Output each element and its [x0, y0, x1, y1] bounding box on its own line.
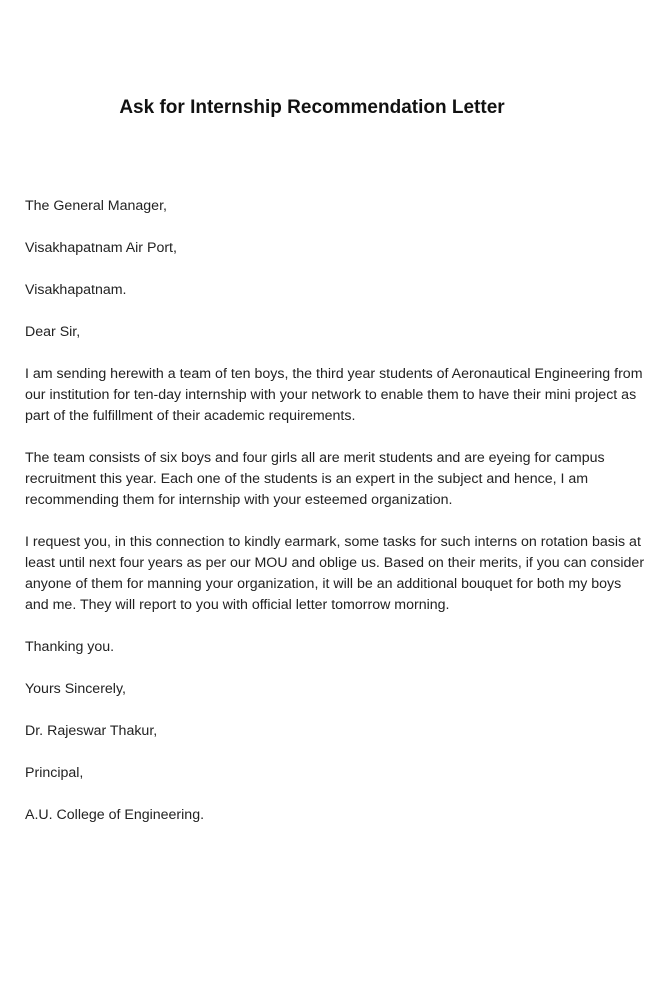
- signer-position: Principal,: [25, 765, 84, 781]
- letter-body: [25, 196, 647, 847]
- paragraph-introduction: I am sending herewith a team of ten boys, the third year students of Aeronautical Engineering from our institution for ten-day internship with your network to enable them to have their mini project as part of the fulfillment of their academic requirements.: [25, 366, 643, 424]
- salutation: Dear Sir,: [25, 324, 81, 340]
- recipient-organization: Visakhapatnam Air Port,: [25, 240, 177, 256]
- closing-line: Yours Sincerely,: [25, 681, 126, 697]
- recipient-city: Visakhapatnam.: [25, 282, 127, 298]
- recipient-title: The General Manager,: [25, 198, 167, 214]
- signer-name: Dr. Rajeswar Thakur,: [25, 723, 158, 739]
- paragraph-request: I request you, in this connection to kindly earmark, some tasks for such interns on rotation basis at least until next four years as per our MOU and oblige us. Based on their merits, if you can consider anyone of them for manning your organization, it will be an additional bouquet for both my boys and me. They will report to you with official letter tomorrow morning.: [25, 534, 645, 613]
- page-title: Ask for Internship Recommendation Letter: [119, 97, 505, 118]
- thanks-line: Thanking you.: [25, 639, 115, 655]
- signer-institution: A.U. College of Engineering.: [25, 807, 205, 823]
- paragraph-team-details: The team consists of six boys and four girls all are merit students and are eyeing for campus recruitment this year. Each one of the students is an expert in the subject and hence, I am recommending them for internship with your esteemed organization.: [25, 450, 605, 508]
